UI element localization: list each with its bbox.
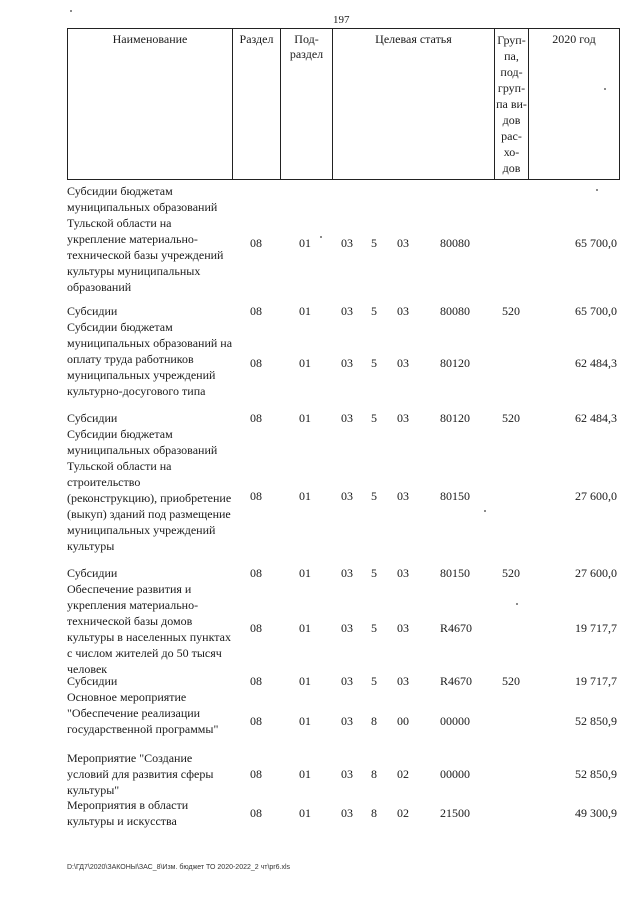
row-subsection: 01	[299, 714, 311, 728]
row-section: 08	[250, 621, 262, 635]
row-target-2: 5	[371, 411, 377, 425]
row-group: 520	[502, 304, 520, 318]
header-group: Груп- па, под- груп- па ви- дов рас- хо- дов	[494, 28, 529, 180]
row-amount: 62 484,3	[575, 411, 617, 425]
row-section: 08	[250, 767, 262, 781]
row-group: 520	[502, 674, 520, 688]
row-target-2: 5	[371, 674, 377, 688]
row-subsection: 01	[299, 304, 311, 318]
row-subsection: 01	[299, 566, 311, 580]
row-target-4: 80150	[440, 489, 470, 503]
row-target-4: 21500	[440, 806, 470, 820]
row-amount: 19 717,7	[575, 621, 617, 635]
row-name: Субсидии	[67, 566, 118, 580]
row-target-2: 8	[371, 767, 377, 781]
row-name: Субсидии бюджетам муниципальных образований Тульской области на укрепление материально-технической базы учреждений культуры муниципальных образований	[67, 184, 224, 294]
row-target-1: 03	[341, 489, 353, 503]
row-target-3: 03	[397, 304, 409, 318]
row-name: Субсидии бюджетам муниципальных образований на оплату труда работников муниципальных учреждений культурно-досугового типа	[67, 320, 233, 398]
row-target-2: 5	[371, 304, 377, 318]
row-amount: 52 850,9	[575, 767, 617, 781]
header-target: Целевая статья	[332, 28, 495, 180]
row-target-2: 5	[371, 621, 377, 635]
header-subsection: Под- раздел	[280, 28, 333, 180]
row-target-3: 02	[397, 806, 409, 820]
row-name: Основное мероприятие "Обеспечение реализации государственной программы"	[67, 690, 219, 736]
row-target-3: 03	[397, 674, 409, 688]
row-subsection: 01	[299, 489, 311, 503]
row-amount: 65 700,0	[575, 236, 617, 250]
row-name: Субсидии	[67, 411, 118, 425]
page-number: 197	[333, 14, 350, 26]
row-target-3: 00	[397, 714, 409, 728]
row-amount: 62 484,3	[575, 356, 617, 370]
row-amount: 49 300,9	[575, 806, 617, 820]
row-target-3: 03	[397, 356, 409, 370]
row-target-1: 03	[341, 411, 353, 425]
row-target-4: 00000	[440, 714, 470, 728]
file-path-footer: D:\ГД7\2020\ЗАКОНЫ\ЗАС_8\Изм. бюджет ТО 2020-2022_2 чт\pr6.xls	[67, 864, 291, 871]
row-subsection: 01	[299, 621, 311, 635]
row-subsection: 01	[299, 236, 311, 250]
row-target-3: 03	[397, 489, 409, 503]
row-target-4: R4670	[440, 674, 473, 688]
row-target-1: 03	[341, 566, 353, 580]
row-section: 08	[250, 411, 262, 425]
row-section: 08	[250, 714, 262, 728]
row-target-2: 8	[371, 806, 377, 820]
scan-speck	[516, 603, 518, 605]
row-target-2: 5	[371, 566, 377, 580]
row-group: 520	[502, 411, 520, 425]
row-subsection: 01	[299, 674, 311, 688]
row-amount: 27 600,0	[575, 566, 617, 580]
row-target-4: R4670	[440, 621, 473, 635]
scan-speck	[320, 236, 322, 238]
row-name: Субсидии	[67, 674, 118, 688]
row-target-3: 03	[397, 236, 409, 250]
scan-speck	[484, 510, 486, 512]
scan-speck	[604, 88, 606, 90]
row-target-1: 03	[341, 767, 353, 781]
row-name: Мероприятия в области культуры и искусства	[67, 798, 189, 828]
row-section: 08	[250, 236, 262, 250]
row-amount: 65 700,0	[575, 304, 617, 318]
row-target-4: 80080	[440, 304, 470, 318]
row-target-1: 03	[341, 714, 353, 728]
row-target-1: 03	[341, 674, 353, 688]
row-section: 08	[250, 674, 262, 688]
row-target-4: 80120	[440, 411, 470, 425]
row-target-1: 03	[341, 236, 353, 250]
row-subsection: 01	[299, 411, 311, 425]
row-target-1: 03	[341, 806, 353, 820]
row-amount: 52 850,9	[575, 714, 617, 728]
row-target-2: 5	[371, 236, 377, 250]
row-target-4: 80120	[440, 356, 470, 370]
row-amount: 27 600,0	[575, 489, 617, 503]
row-section: 08	[250, 304, 262, 318]
row-target-1: 03	[341, 356, 353, 370]
row-target-2: 5	[371, 489, 377, 503]
row-target-4: 00000	[440, 767, 470, 781]
row-section: 08	[250, 489, 262, 503]
header-section: Раздел	[232, 28, 281, 180]
row-target-1: 03	[341, 621, 353, 635]
row-amount: 19 717,7	[575, 674, 617, 688]
row-subsection: 01	[299, 767, 311, 781]
header-name: Наименование	[67, 28, 233, 180]
row-section: 08	[250, 356, 262, 370]
row-target-1: 03	[341, 304, 353, 318]
row-group: 520	[502, 566, 520, 580]
row-subsection: 01	[299, 356, 311, 370]
row-target-3: 03	[397, 411, 409, 425]
row-target-3: 03	[397, 566, 409, 580]
row-section: 08	[250, 566, 262, 580]
row-target-2: 8	[371, 714, 377, 728]
row-target-4: 80150	[440, 566, 470, 580]
row-name: Мероприятие "Создание условий для развития сферы культуры"	[67, 751, 214, 797]
scan-speck	[70, 10, 72, 12]
row-target-3: 02	[397, 767, 409, 781]
scan-speck	[596, 189, 598, 191]
row-name: Обеспечение развития и укрепления материально-технической базы домов культуры в населенных пунктах с числом жителей до 50 тысяч человек	[67, 582, 231, 676]
row-name: Субсидии бюджетам муниципальных образований Тульской области на строительство (реконструкцию), приобретение (выкуп) зданий под размещение муниципальных учреждений культуры	[67, 427, 232, 553]
row-target-2: 5	[371, 356, 377, 370]
row-section: 08	[250, 806, 262, 820]
header-year: 2020 год	[528, 28, 620, 180]
row-target-3: 03	[397, 621, 409, 635]
row-target-4: 80080	[440, 236, 470, 250]
row-name: Субсидии	[67, 304, 118, 318]
row-subsection: 01	[299, 806, 311, 820]
